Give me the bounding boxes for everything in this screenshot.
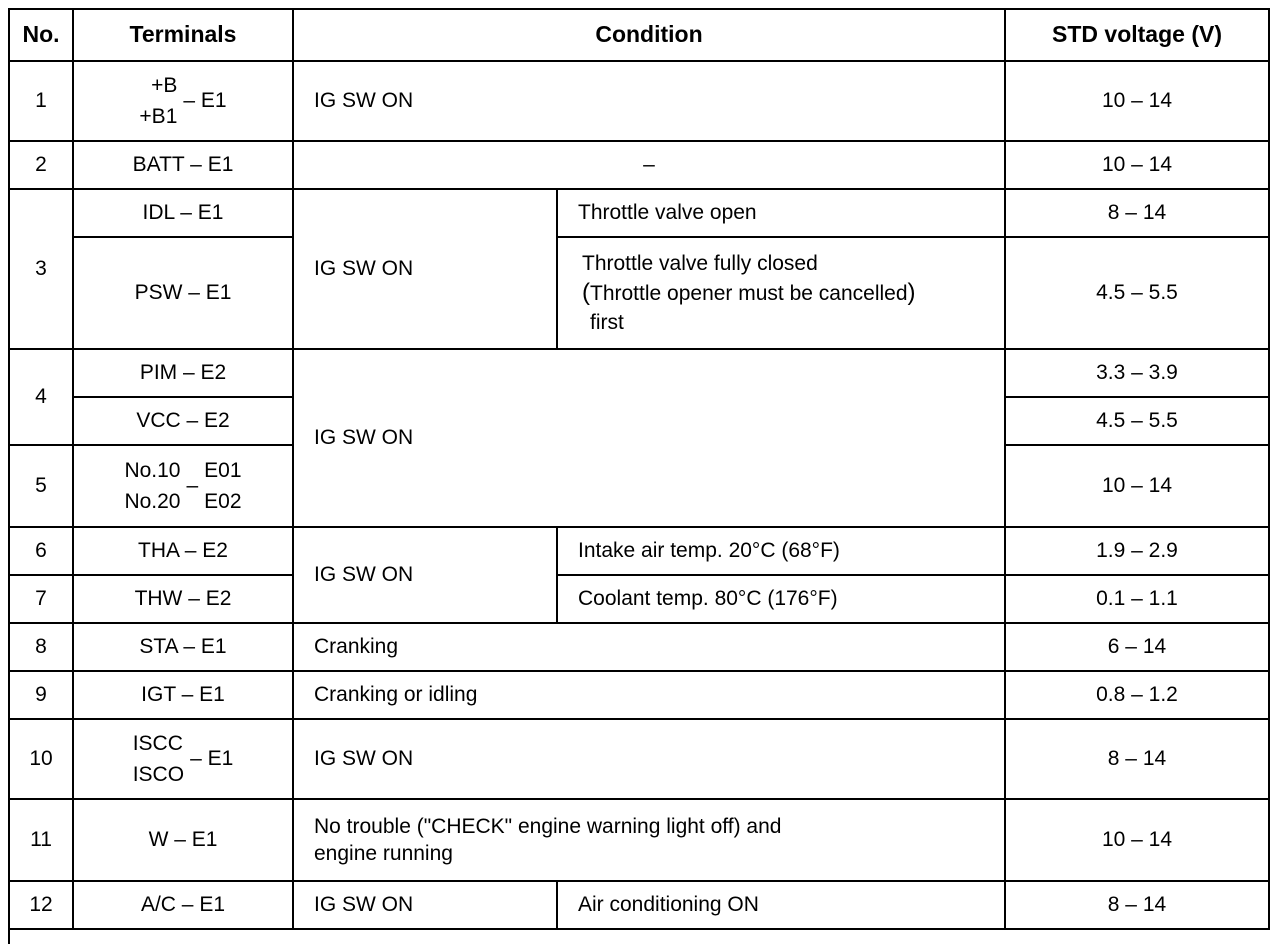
voltage-cell: 10 – 14 xyxy=(1005,61,1269,141)
table-row xyxy=(9,141,1269,189)
terminals-cell: A/C – E1 xyxy=(73,881,293,929)
voltage-cell: 10 – 14 xyxy=(1005,141,1269,189)
condition-cell: IG SW ON xyxy=(293,719,1005,799)
terminals-cell: PSW – E1 xyxy=(73,237,293,349)
header-no: No. xyxy=(9,9,73,61)
row-number: 12 xyxy=(9,881,73,929)
row-number: 1 xyxy=(9,61,73,141)
condition-cell: Cranking xyxy=(293,623,1005,671)
voltage-cell: 6 – 14 xyxy=(1005,623,1269,671)
terminals-cell xyxy=(73,719,293,799)
terminals-cell: IDL – E1 xyxy=(73,189,293,237)
detail-line: Throttle valve fully closed xyxy=(582,252,818,276)
header-terminals: Terminals xyxy=(73,9,293,61)
terminal-name: E01 xyxy=(204,458,242,482)
terminal-name: ISCO xyxy=(132,763,185,786)
voltage-cell: 8 – 14 xyxy=(1005,881,1269,929)
terminal-suffix: – E1 xyxy=(183,89,227,113)
voltage-cell: 0.8 – 1.2 xyxy=(1005,671,1269,719)
condition-cell: IG SW ON xyxy=(293,881,557,929)
terminal-dash: – xyxy=(186,474,199,498)
condition-detail-cell: Intake air temp. 20°C (68°F) xyxy=(557,527,1005,575)
table-row xyxy=(9,671,1269,719)
terminals-cell: THW – E2 xyxy=(73,575,293,623)
terminal-name: +B1 xyxy=(139,105,178,128)
table-row xyxy=(9,527,1269,575)
table-row xyxy=(9,575,1269,623)
voltage-cell: 0.1 – 1.1 xyxy=(1005,575,1269,623)
row-number: 7 xyxy=(9,575,73,623)
terminal-suffix: – E1 xyxy=(190,747,234,771)
row-number: 6 xyxy=(9,527,73,575)
condition-line: No trouble ("CHECK" engine warning light off) and xyxy=(314,814,782,838)
row-number: 3 xyxy=(9,189,73,349)
condition-detail-cell: Throttle valve open xyxy=(557,189,1005,237)
row-number: 10 xyxy=(9,719,73,799)
terminal-name: E02 xyxy=(204,490,242,513)
voltage-cell: 10 – 14 xyxy=(1005,799,1269,881)
voltage-cell: 10 – 14 xyxy=(1005,445,1269,527)
row-number: 5 xyxy=(9,445,73,527)
terminals-cell: VCC – E2 xyxy=(73,397,293,445)
header-condition: Condition xyxy=(293,9,1005,61)
terminals-cell: STA – E1 xyxy=(73,623,293,671)
condition-cell: IG SW ON xyxy=(293,527,557,623)
condition-cell: IG SW ON xyxy=(293,349,1005,527)
condition-line: engine running xyxy=(314,842,453,865)
voltage-spec-table xyxy=(8,8,1270,930)
voltage-cell: 1.9 – 2.9 xyxy=(1005,527,1269,575)
table-row xyxy=(9,61,1269,141)
condition-detail-cell: Air conditioning ON xyxy=(557,881,1005,929)
detail-line: Throttle opener must be cancelled xyxy=(590,282,908,306)
condition-detail-cell xyxy=(557,237,1005,349)
voltage-cell: 4.5 – 5.5 xyxy=(1005,397,1269,445)
voltage-cell: 8 – 14 xyxy=(1005,189,1269,237)
condition-cell: – xyxy=(293,141,1005,189)
terminals-cell xyxy=(73,445,293,527)
row-number: 2 xyxy=(9,141,73,189)
table-border-continuation xyxy=(8,930,10,944)
voltage-cell: 3.3 – 3.9 xyxy=(1005,349,1269,397)
table-row xyxy=(9,237,1269,349)
table-row xyxy=(9,189,1269,237)
detail-note: (Throttle opener must be cancelled) xyxy=(582,279,916,307)
condition-cell: IG SW ON xyxy=(293,61,1005,141)
voltage-cell: 8 – 14 xyxy=(1005,719,1269,799)
header-voltage: STD voltage (V) xyxy=(1005,9,1269,61)
row-number: 11 xyxy=(9,799,73,881)
table-row xyxy=(9,719,1269,799)
voltage-cell: 4.5 – 5.5 xyxy=(1005,237,1269,349)
table-row xyxy=(9,623,1269,671)
condition-cell: Cranking or idling xyxy=(293,671,1005,719)
terminal-name: ISCC xyxy=(132,731,183,755)
terminals-cell: W – E1 xyxy=(73,799,293,881)
condition-detail-cell: Coolant temp. 80°C (176°F) xyxy=(557,575,1005,623)
detail-line: first xyxy=(590,310,624,334)
terminals-cell: BATT – E1 xyxy=(73,141,293,189)
terminals-cell: PIM – E2 xyxy=(73,349,293,397)
header-row xyxy=(9,9,1269,61)
condition-cell: IG SW ON xyxy=(293,189,557,349)
terminal-name: No.10 xyxy=(124,458,181,482)
row-number: 4 xyxy=(9,349,73,445)
table-row xyxy=(9,349,1269,397)
terminals-cell: THA – E2 xyxy=(73,527,293,575)
terminal-name: No.20 xyxy=(124,490,181,513)
terminals-cell xyxy=(73,61,293,141)
table-row xyxy=(9,881,1269,929)
table-row xyxy=(9,799,1269,881)
condition-cell xyxy=(293,799,1005,881)
row-number: 8 xyxy=(9,623,73,671)
terminals-cell: IGT – E1 xyxy=(73,671,293,719)
row-number: 9 xyxy=(9,671,73,719)
terminal-name: +B xyxy=(151,73,178,97)
